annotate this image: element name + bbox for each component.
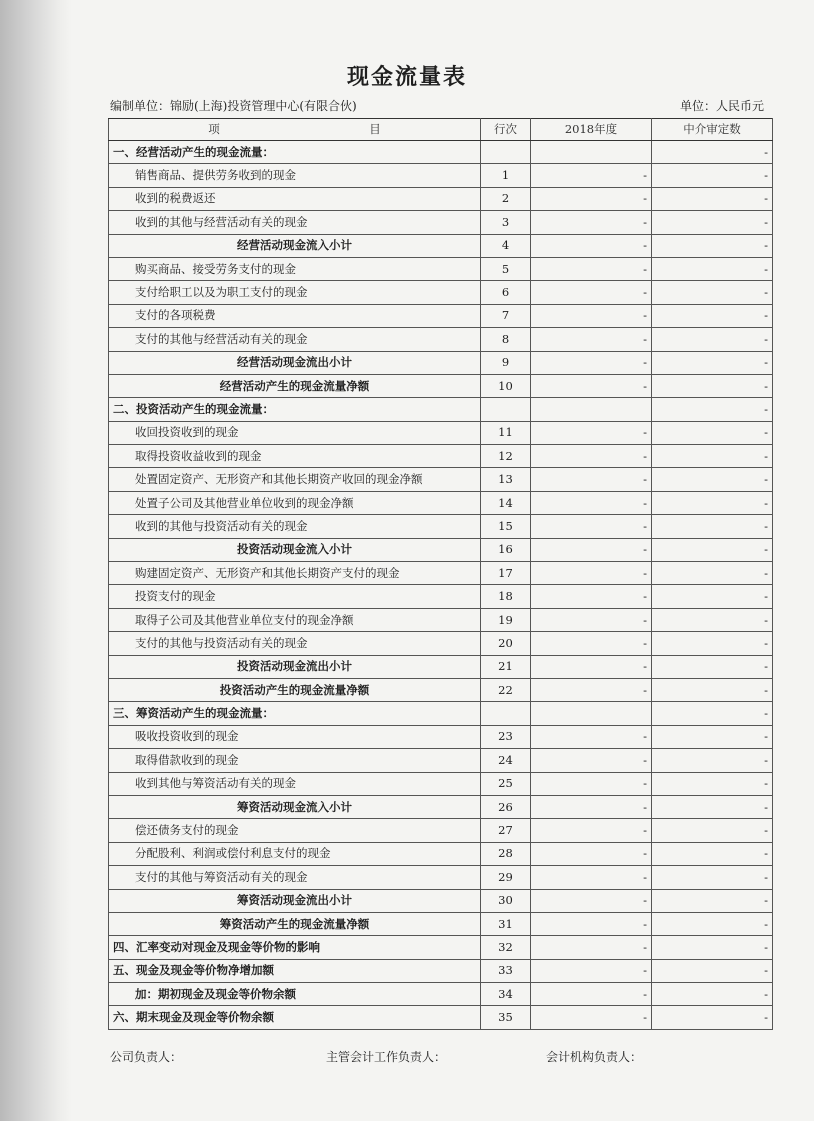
table-row <box>109 725 773 748</box>
row-value-2018 <box>531 702 652 725</box>
row-line-number: 26 <box>481 795 531 818</box>
column-header-item: 项 目 <box>109 119 481 141</box>
row-value-2018: - <box>531 772 652 795</box>
table-row <box>109 702 773 725</box>
row-value-audited: - <box>652 678 773 701</box>
row-value-2018: - <box>531 211 652 234</box>
row-line-number: 7 <box>481 304 531 327</box>
row-label: 收回投资收到的现金 <box>109 421 481 444</box>
row-value-2018: - <box>531 421 652 444</box>
row-value-audited: - <box>652 725 773 748</box>
row-label: 筹资活动现金流入小计 <box>109 795 481 818</box>
table-body <box>109 141 773 1030</box>
row-value-2018: - <box>531 866 652 889</box>
row-line-number: 2 <box>481 187 531 210</box>
row-value-audited: - <box>652 819 773 842</box>
table-row <box>109 889 773 912</box>
row-line-number: 13 <box>481 468 531 491</box>
row-value-audited: - <box>652 983 773 1006</box>
row-label: 分配股利、利润或偿付利息支付的现金 <box>109 842 481 865</box>
row-label: 支付的其他与经营活动有关的现金 <box>109 328 481 351</box>
row-label: 支付的其他与筹资活动有关的现金 <box>109 866 481 889</box>
table-row <box>109 187 773 210</box>
row-value-audited: - <box>652 795 773 818</box>
row-value-2018: - <box>531 608 652 631</box>
row-line-number: 16 <box>481 538 531 561</box>
row-value-audited: - <box>652 562 773 585</box>
row-label: 加：期初现金及现金等价物余额 <box>109 983 481 1006</box>
row-value-audited: - <box>652 374 773 397</box>
row-label: 支付的其他与投资活动有关的现金 <box>109 632 481 655</box>
signature-dept-head: 会计机构负责人： <box>546 1050 643 1064</box>
row-line-number: 5 <box>481 257 531 280</box>
row-value-audited: - <box>652 608 773 631</box>
row-value-audited: - <box>652 585 773 608</box>
row-value-2018 <box>531 398 652 421</box>
table-row <box>109 234 773 257</box>
table-row <box>109 842 773 865</box>
table-row <box>109 304 773 327</box>
row-value-audited: - <box>652 1006 773 1029</box>
row-label: 投资活动现金流出小计 <box>109 655 481 678</box>
row-line-number: 24 <box>481 749 531 772</box>
row-label: 筹资活动现金流出小计 <box>109 889 481 912</box>
table-row <box>109 819 773 842</box>
row-label: 支付给职工以及为职工支付的现金 <box>109 281 481 304</box>
row-value-2018: - <box>531 562 652 585</box>
table-row <box>109 421 773 444</box>
table-row <box>109 632 773 655</box>
row-line-number <box>481 702 531 725</box>
row-line-number: 35 <box>481 1006 531 1029</box>
row-line-number: 31 <box>481 912 531 935</box>
row-value-2018: - <box>531 655 652 678</box>
row-value-audited: - <box>652 655 773 678</box>
row-label: 购建固定资产、无形资产和其他长期资产支付的现金 <box>109 562 481 585</box>
row-line-number: 12 <box>481 445 531 468</box>
row-value-2018: - <box>531 538 652 561</box>
row-label: 处置子公司及其他营业单位收到的现金净额 <box>109 491 481 514</box>
table-row <box>109 749 773 772</box>
row-value-2018: - <box>531 351 652 374</box>
row-line-number: 10 <box>481 374 531 397</box>
row-label: 收到的其他与投资活动有关的现金 <box>109 515 481 538</box>
table-row <box>109 608 773 631</box>
page-title: 现金流量表 <box>346 64 467 90</box>
table-row <box>109 562 773 585</box>
row-label: 经营活动现金流入小计 <box>109 234 481 257</box>
row-line-number: 9 <box>481 351 531 374</box>
company-name: 编制单位：锦励(上海)投资管理中心(有限合伙) <box>110 99 357 113</box>
row-value-audited: - <box>652 351 773 374</box>
row-value-2018: - <box>531 515 652 538</box>
row-line-number: 11 <box>481 421 531 444</box>
table-row <box>109 655 773 678</box>
row-label: 收到的其他与经营活动有关的现金 <box>109 211 481 234</box>
row-value-audited: - <box>652 936 773 959</box>
row-value-2018: - <box>531 164 652 187</box>
row-value-audited: - <box>652 749 773 772</box>
row-label: 五、现金及现金等价物净增加额 <box>109 959 481 982</box>
row-value-2018: - <box>531 257 652 280</box>
table-row <box>109 445 773 468</box>
row-label: 支付的各项税费 <box>109 304 481 327</box>
row-value-2018: - <box>531 234 652 257</box>
row-line-number: 4 <box>481 234 531 257</box>
row-line-number: 33 <box>481 959 531 982</box>
row-value-2018: - <box>531 445 652 468</box>
row-value-audited: - <box>652 959 773 982</box>
row-label: 收到其他与筹资活动有关的现金 <box>109 772 481 795</box>
row-value-2018: - <box>531 491 652 514</box>
row-line-number: 25 <box>481 772 531 795</box>
row-value-2018: - <box>531 374 652 397</box>
table-row <box>109 772 773 795</box>
row-value-2018: - <box>531 678 652 701</box>
table-row <box>109 164 773 187</box>
row-value-audited: - <box>652 164 773 187</box>
table-row <box>109 585 773 608</box>
row-label: 六、期末现金及现金等价物余额 <box>109 1006 481 1029</box>
table-row <box>109 866 773 889</box>
row-label: 投资支付的现金 <box>109 585 481 608</box>
signature-company-head: 公司负责人： <box>110 1050 183 1064</box>
row-label: 经营活动产生的现金流量净额 <box>109 374 481 397</box>
cash-flow-table <box>108 118 773 1030</box>
row-label: 购买商品、接受劳务支付的现金 <box>109 257 481 280</box>
row-label: 偿还债务支付的现金 <box>109 819 481 842</box>
row-value-audited: - <box>652 421 773 444</box>
row-line-number: 17 <box>481 562 531 585</box>
row-value-audited: - <box>652 702 773 725</box>
row-line-number: 34 <box>481 983 531 1006</box>
row-value-2018: - <box>531 468 652 491</box>
row-line-number: 19 <box>481 608 531 631</box>
row-value-2018: - <box>531 304 652 327</box>
row-value-audited: - <box>652 211 773 234</box>
row-line-number <box>481 141 531 164</box>
row-value-2018: - <box>531 889 652 912</box>
row-value-audited: - <box>652 445 773 468</box>
row-value-2018: - <box>531 585 652 608</box>
row-value-2018: - <box>531 749 652 772</box>
row-line-number: 29 <box>481 866 531 889</box>
row-label: 二、投资活动产生的现金流量： <box>109 398 481 421</box>
row-label: 投资活动产生的现金流量净额 <box>109 678 481 701</box>
row-label: 四、汇率变动对现金及现金等价物的影响 <box>109 936 481 959</box>
row-value-audited: - <box>652 889 773 912</box>
row-line-number: 18 <box>481 585 531 608</box>
row-line-number: 3 <box>481 211 531 234</box>
row-label: 筹资活动产生的现金流量净额 <box>109 912 481 935</box>
row-line-number: 22 <box>481 678 531 701</box>
column-header-line: 行次 <box>481 119 531 141</box>
row-value-audited: - <box>652 912 773 935</box>
row-label: 取得子公司及其他营业单位支付的现金净额 <box>109 608 481 631</box>
row-value-2018: - <box>531 328 652 351</box>
table-row <box>109 795 773 818</box>
row-line-number: 30 <box>481 889 531 912</box>
row-line-number: 27 <box>481 819 531 842</box>
signature-accounting-head: 主管会计工作负责人： <box>326 1050 447 1064</box>
row-line-number: 14 <box>481 491 531 514</box>
row-value-2018: - <box>531 725 652 748</box>
row-line-number: 6 <box>481 281 531 304</box>
row-value-audited: - <box>652 234 773 257</box>
row-line-number: 23 <box>481 725 531 748</box>
row-value-audited: - <box>652 491 773 514</box>
row-label: 收到的税费返还 <box>109 187 481 210</box>
row-line-number: 20 <box>481 632 531 655</box>
row-label: 经营活动现金流出小计 <box>109 351 481 374</box>
table-row <box>109 398 773 421</box>
row-value-audited: - <box>652 515 773 538</box>
row-value-audited: - <box>652 772 773 795</box>
currency-unit: 单位：人民币元 <box>679 99 764 113</box>
column-header-year: 2018年度 <box>531 119 652 141</box>
table-row <box>109 211 773 234</box>
table-row <box>109 912 773 935</box>
table-row <box>109 1006 773 1029</box>
row-value-2018 <box>531 141 652 164</box>
row-value-audited: - <box>652 632 773 655</box>
table-row <box>109 351 773 374</box>
table-row <box>109 374 773 397</box>
row-value-audited: - <box>652 328 773 351</box>
row-value-audited: - <box>652 398 773 421</box>
row-label: 取得投资收益收到的现金 <box>109 445 481 468</box>
table-row <box>109 678 773 701</box>
row-value-audited: - <box>652 304 773 327</box>
row-value-audited: - <box>652 257 773 280</box>
table-row <box>109 936 773 959</box>
row-value-audited: - <box>652 538 773 561</box>
row-value-audited: - <box>652 187 773 210</box>
row-label: 处置固定资产、无形资产和其他长期资产收回的现金净额 <box>109 468 481 491</box>
row-label: 一、经营活动产生的现金流量： <box>109 141 481 164</box>
column-header-audit: 中介审定数 <box>652 119 773 141</box>
row-value-2018: - <box>531 912 652 935</box>
row-value-2018: - <box>531 1006 652 1029</box>
row-value-audited: - <box>652 468 773 491</box>
row-line-number: 32 <box>481 936 531 959</box>
table-row <box>109 328 773 351</box>
row-label: 销售商品、提供劳务收到的现金 <box>109 164 481 187</box>
table-row <box>109 281 773 304</box>
row-value-2018: - <box>531 983 652 1006</box>
row-label: 吸收投资收到的现金 <box>109 725 481 748</box>
row-line-number: 21 <box>481 655 531 678</box>
row-label: 三、筹资活动产生的现金流量： <box>109 702 481 725</box>
table-row <box>109 538 773 561</box>
row-line-number <box>481 398 531 421</box>
row-value-2018: - <box>531 632 652 655</box>
table-row <box>109 491 773 514</box>
row-label: 投资活动现金流入小计 <box>109 538 481 561</box>
row-value-audited: - <box>652 141 773 164</box>
table-row <box>109 983 773 1006</box>
row-value-2018: - <box>531 281 652 304</box>
row-line-number: 15 <box>481 515 531 538</box>
row-value-2018: - <box>531 795 652 818</box>
table-row <box>109 959 773 982</box>
row-label: 取得借款收到的现金 <box>109 749 481 772</box>
row-line-number: 28 <box>481 842 531 865</box>
row-value-2018: - <box>531 959 652 982</box>
row-value-2018: - <box>531 936 652 959</box>
row-value-2018: - <box>531 187 652 210</box>
table-row <box>109 468 773 491</box>
row-value-2018: - <box>531 842 652 865</box>
row-value-audited: - <box>652 842 773 865</box>
table-row <box>109 257 773 280</box>
row-value-2018: - <box>531 819 652 842</box>
row-value-audited: - <box>652 866 773 889</box>
table-row <box>109 515 773 538</box>
row-line-number: 1 <box>481 164 531 187</box>
row-line-number: 8 <box>481 328 531 351</box>
table-header <box>109 119 773 141</box>
row-value-audited: - <box>652 281 773 304</box>
table-row <box>109 141 773 164</box>
